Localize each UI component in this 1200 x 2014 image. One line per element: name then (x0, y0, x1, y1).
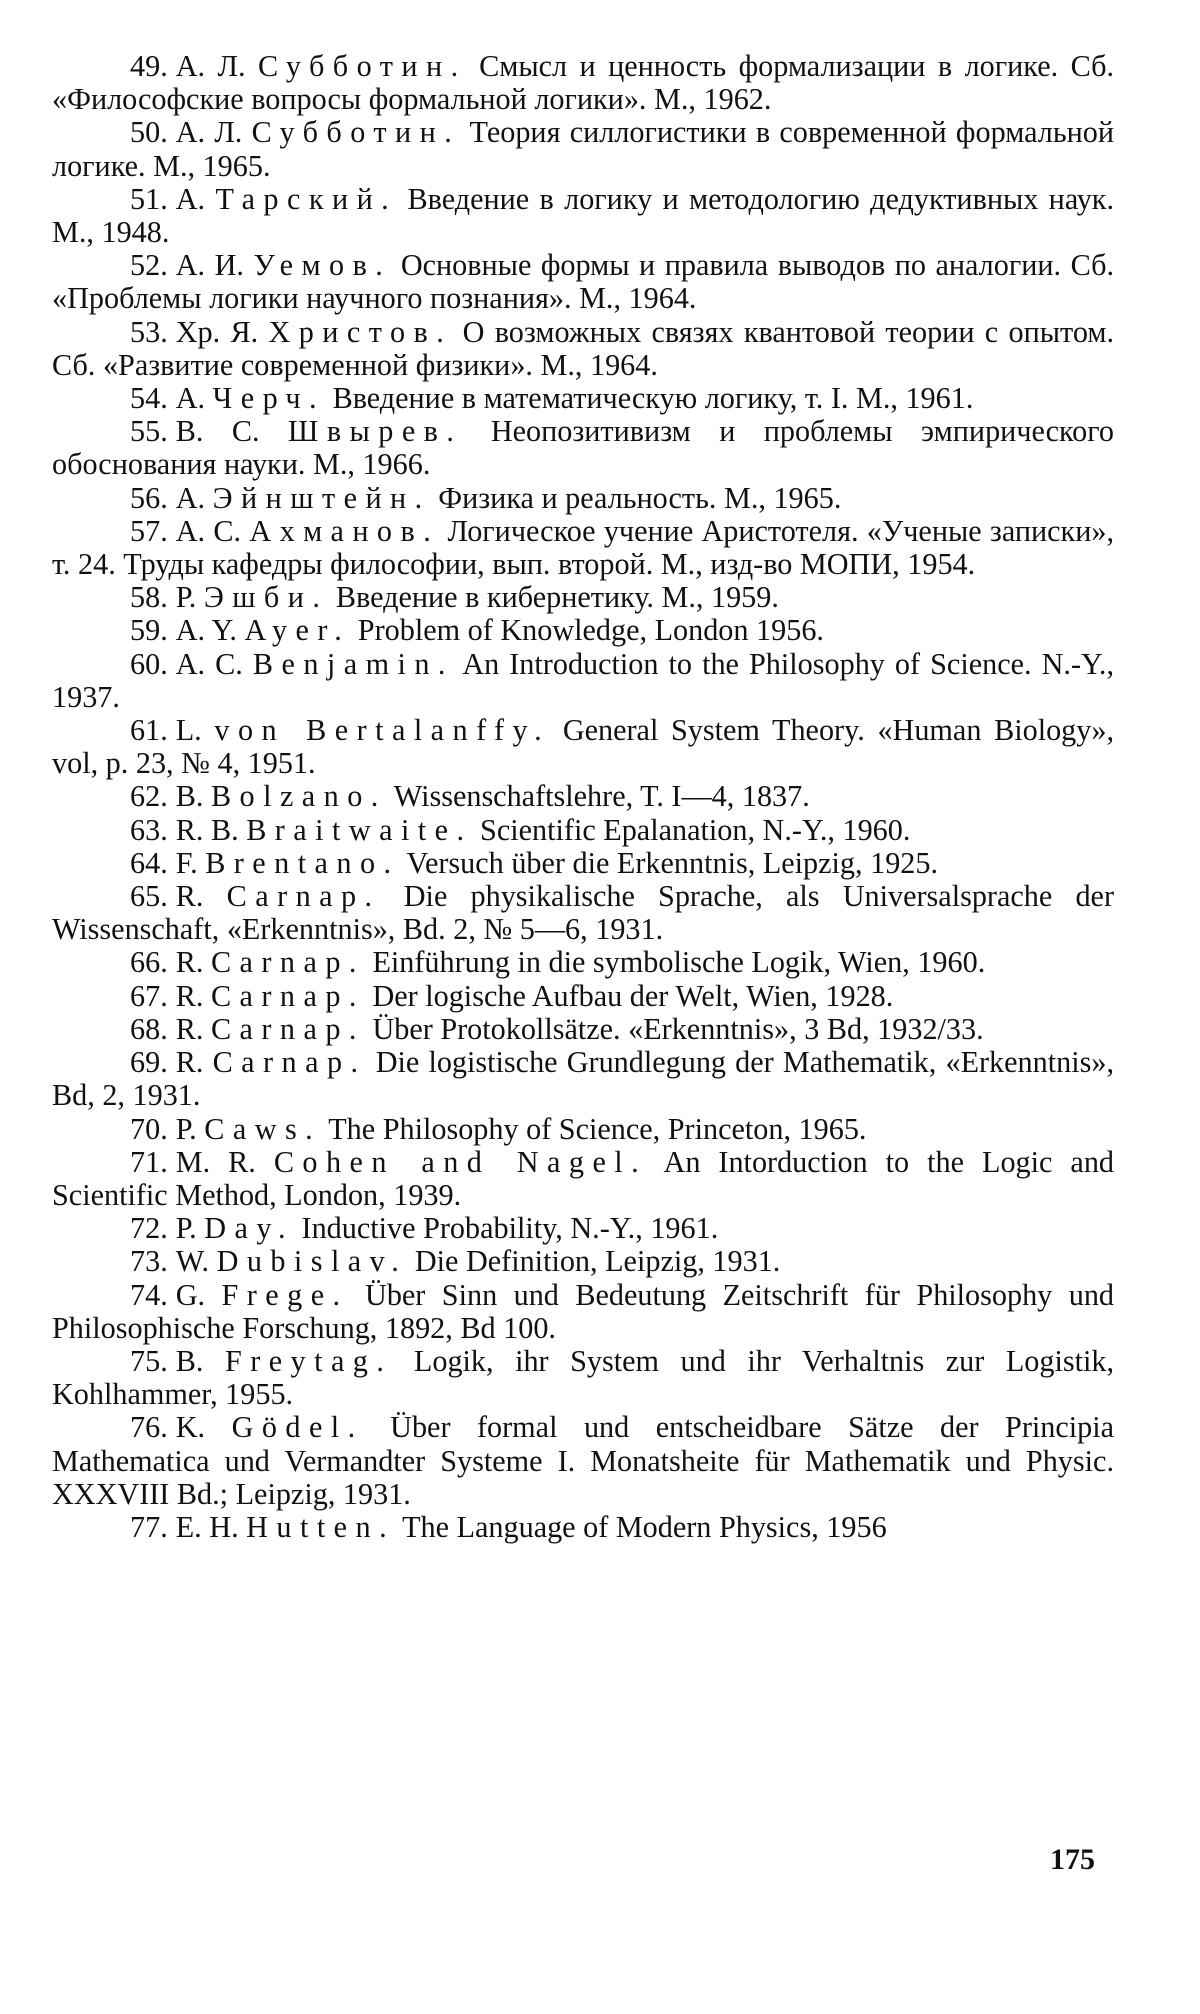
bibliography-entry (52, 614, 1114, 647)
entry-number: 65. (130, 879, 168, 914)
entry-author-surname: Caws. (204, 1111, 322, 1146)
entry-number: 51. (130, 181, 168, 216)
entry-number: 55. (130, 414, 168, 449)
bibliography-entry (52, 515, 1114, 581)
entry-title: Einführung in die symbolische Logik, Wien, 1960. (372, 945, 986, 980)
entry-title: Versuch über die Erkenntnis, Leipzig, 1925. (406, 845, 939, 880)
bibliography-entry (52, 183, 1114, 249)
entry-initials: В. С. (175, 414, 260, 449)
entry-number: 72. (130, 1211, 168, 1246)
entry-title: Смысл и ценность формализации в логике. Сб. «Философские вопросы формальной логики». М., 1962. (52, 49, 1114, 117)
entry-number: 61. (130, 713, 168, 748)
entry-author-surname: Христов. (268, 314, 453, 349)
entry-title: Теория силлогистики в современной формальной логике. М., 1965. (52, 115, 1115, 183)
entry-author-surname: Carnap. (210, 1011, 365, 1046)
entry-initials: А. (175, 181, 206, 216)
entry-number: 71. (130, 1144, 168, 1179)
entry-initials: А. Л. (175, 115, 243, 150)
entry-initials: R. (175, 879, 204, 914)
entry-initials: W. (175, 1244, 210, 1279)
entry-number: 62. (130, 779, 168, 814)
entry-title: Введение в логику и методологию дедуктивных наук. М., 1948. (52, 181, 1115, 250)
entry-initials: M. R. (175, 1144, 256, 1179)
bibliography-entry (52, 1013, 1114, 1046)
bibliography-entry (52, 780, 1114, 813)
entry-initials: L. (175, 713, 202, 748)
entry-number: 74. (130, 1277, 168, 1312)
entry-author-surname: Braitwaite. (246, 812, 473, 847)
entry-initials: А. С. (175, 513, 242, 548)
entry-title: The Philosophy of Science, Princeton, 1965. (328, 1111, 867, 1146)
entry-author-surname: Dubislav. (216, 1244, 408, 1279)
entry-title: Logik, ihr System und ihr Verhaltnis zur Logistik, Kohlhammer, 1955. (52, 1343, 1115, 1412)
bibliography-entry (52, 50, 1114, 116)
entry-initials: R. (175, 945, 204, 980)
entry-author-surname: Субботин. (251, 115, 461, 150)
entry-initials: А. И. (175, 248, 244, 283)
entry-title: Die logistische Grundlegung der Mathematik, «Erkenntnis», Bd, 2, 1931. (52, 1045, 1114, 1113)
entry-title: Scientific Epalanation, N.-Y., 1960. (480, 812, 911, 847)
entry-initials: R. (175, 978, 204, 1013)
entry-title: Der logische Aufbau der Welt, Wien, 1928. (372, 978, 894, 1013)
entry-author-surname: Day. (204, 1211, 294, 1246)
page-number: 175 (1050, 1843, 1095, 1876)
entry-number: 52. (130, 248, 168, 283)
entry-title: The Language of Modern Physics, 1956 (402, 1509, 887, 1544)
entry-number: 76. (130, 1410, 168, 1445)
bibliography-entry (52, 482, 1114, 515)
entry-initials: B. (175, 779, 204, 814)
entry-title: Введение в кибернетику. М., 1959. (335, 580, 779, 615)
entry-initials: А. (175, 381, 206, 416)
entry-number: 77. (130, 1509, 168, 1544)
entry-number: 66. (130, 945, 168, 980)
entry-title: Über formal und entscheidbare Sätze der Principia Mathematica und Vermandter Systeme I. Monatsheite für Mathematik und Physic. XXXVIII Bd.; Leipzig, 1931. (52, 1410, 1115, 1511)
entry-author-surname: Уемов. (253, 248, 392, 283)
entry-title: Введение в математическую логику, т. I. М., 1961. (332, 381, 974, 416)
entry-number: 56. (130, 480, 168, 515)
bibliography-entry (52, 316, 1114, 382)
entry-author-surname: Bolzano. (210, 779, 387, 814)
bibliography-entry (52, 1113, 1114, 1146)
entry-title: General System Theory. «Human Biology», vol, p. 23, № 4, 1951. (52, 713, 1114, 781)
entry-title: An Introduction to the Philosophy of Science. N.-Y., 1937. (52, 646, 1114, 714)
entry-initials: R. B. (175, 812, 239, 847)
entry-initials: R. (175, 1011, 204, 1046)
entry-title: Логическое учение Аристотеля. «Ученые записки», т. 24. Труды кафедры философии, вып. второй. М., изд-во МОПИ, 1954. (52, 513, 1115, 582)
bibliography-entry (52, 847, 1114, 880)
entry-title: An Intorduction to the Logic and Scientific Method, London, 1939. (52, 1144, 1115, 1212)
entry-author-surname: Эшби. (203, 580, 329, 615)
entry-number: 63. (130, 812, 168, 847)
entry-title: Физика и реальность. М., 1965. (438, 480, 842, 515)
entry-title: Die Definition, Leipzig, 1931. (414, 1244, 781, 1279)
entry-author-surname: Черч. (212, 381, 326, 416)
bibliography-entry (52, 116, 1114, 182)
entry-author-surname: Ахманов. (249, 513, 440, 548)
entry-number: 60. (130, 646, 168, 681)
bibliography-entry (52, 1212, 1114, 1245)
entry-title: Über Sinn und Bedeutung Zeitschrift für Philosophy und Philosophische Forschung, 1892, Bd 100. (52, 1277, 1115, 1345)
bibliography-entry (52, 415, 1114, 481)
bibliography-entry (52, 980, 1114, 1013)
entry-initials: F. (175, 845, 198, 880)
entry-number: 53. (130, 314, 168, 349)
entry-initials: P. (175, 1211, 197, 1246)
entry-number: 49. (130, 49, 168, 83)
bibliography-entry (52, 714, 1114, 780)
entry-initials: G. (175, 1277, 206, 1312)
entry-author-surname: Carnap. (226, 879, 381, 914)
bibliography-entry (52, 1511, 1114, 1544)
entry-title: Inductive Probability, N.-Y., 1961. (301, 1211, 719, 1246)
entry-author-surname: Ayer. (244, 613, 351, 648)
bibliography-list (52, 50, 1114, 1544)
entry-author-surname: Benjamin. (252, 646, 454, 681)
entry-number: 67. (130, 978, 168, 1013)
entry-initials: A. C. (175, 646, 243, 681)
bibliography-entry (52, 1046, 1114, 1112)
entry-author-surname: Субботин. (257, 49, 467, 83)
entry-author-surname: Эйнштейн. (212, 480, 431, 515)
entry-number: 50. (130, 115, 168, 150)
entry-initials: P. (175, 1111, 197, 1146)
entry-number: 68. (130, 1011, 168, 1046)
entry-number: 75. (130, 1343, 168, 1378)
entry-author-surname: Тарский. (215, 181, 398, 216)
entry-author-surname: Gödel. (231, 1410, 364, 1445)
entry-author-surname: Brentano. (205, 845, 400, 880)
entry-number: 57. (130, 513, 168, 548)
entry-initials: Р. (175, 580, 197, 615)
bibliography-entry (52, 1411, 1114, 1511)
entry-title: О возможных связях квантовой теории с опытом. Сб. «Развитие современной физики». М., 1964. (52, 314, 1115, 382)
bibliography-entry (52, 648, 1114, 714)
entry-number: 54. (130, 381, 168, 416)
bibliography-page (52, 50, 1114, 1544)
bibliography-entry (52, 1279, 1114, 1345)
entry-title: Problem of Knowledge, London 1956. (357, 613, 824, 648)
entry-initials: А. Л. (175, 49, 246, 83)
bibliography-entry (52, 382, 1114, 415)
entry-author-surname: Carnap. (210, 978, 365, 1013)
entry-initials: R. (175, 1045, 204, 1080)
entry-author-surname: von Bertalanffy. (214, 713, 551, 748)
entry-initials: А. (175, 480, 206, 515)
entry-author-surname: Cohen and Nagel. (273, 1144, 648, 1179)
entry-initials: K. (175, 1410, 206, 1445)
bibliography-entry (52, 1146, 1114, 1212)
bibliography-entry (52, 581, 1114, 614)
entry-number: 69. (130, 1045, 168, 1080)
entry-number: 73. (130, 1244, 168, 1279)
entry-author-surname: Швырев. (287, 414, 463, 449)
entry-initials: Хр. Я. (175, 314, 259, 349)
bibliography-entry (52, 946, 1114, 979)
entry-title: Wissenschaftslehre, T. I—4, 1837. (393, 779, 810, 814)
entry-initials: B. (175, 1343, 204, 1378)
bibliography-entry (52, 249, 1114, 315)
bibliography-entry (52, 814, 1114, 847)
entry-title: Основные формы и правила выводов по аналогии. Сб. «Проблемы логики научного познания». М., 1964. (52, 248, 1114, 316)
entry-title: Die physikalische Sprache, als Universalsprache der Wissenschaft, «Erkenntnis», Bd. 2, № 5—6, 1931. (52, 879, 1115, 947)
entry-author-surname: Hutten. (246, 1509, 396, 1544)
entry-author-surname: Carnap. (212, 1045, 367, 1080)
bibliography-entry (52, 1245, 1114, 1278)
bibliography-entry (52, 880, 1114, 946)
entry-number: 64. (130, 845, 168, 880)
entry-title: Неопозитивизм и проблемы эмпирического обоснования науки. М., 1966. (52, 414, 1114, 482)
entry-title: Über Protokollsätze. «Erkenntnis», 3 Bd, 1932/33. (372, 1011, 984, 1046)
entry-number: 58. (130, 580, 168, 615)
entry-number: 59. (130, 613, 168, 648)
entry-initials: E. H. (175, 1509, 239, 1544)
entry-author-surname: Frege. (221, 1277, 349, 1312)
entry-initials: A. Y. (175, 613, 237, 648)
entry-number: 70. (130, 1111, 168, 1146)
entry-author-surname: Freytag. (224, 1343, 393, 1378)
entry-author-surname: Carnap. (210, 945, 365, 980)
bibliography-entry (52, 1345, 1114, 1411)
